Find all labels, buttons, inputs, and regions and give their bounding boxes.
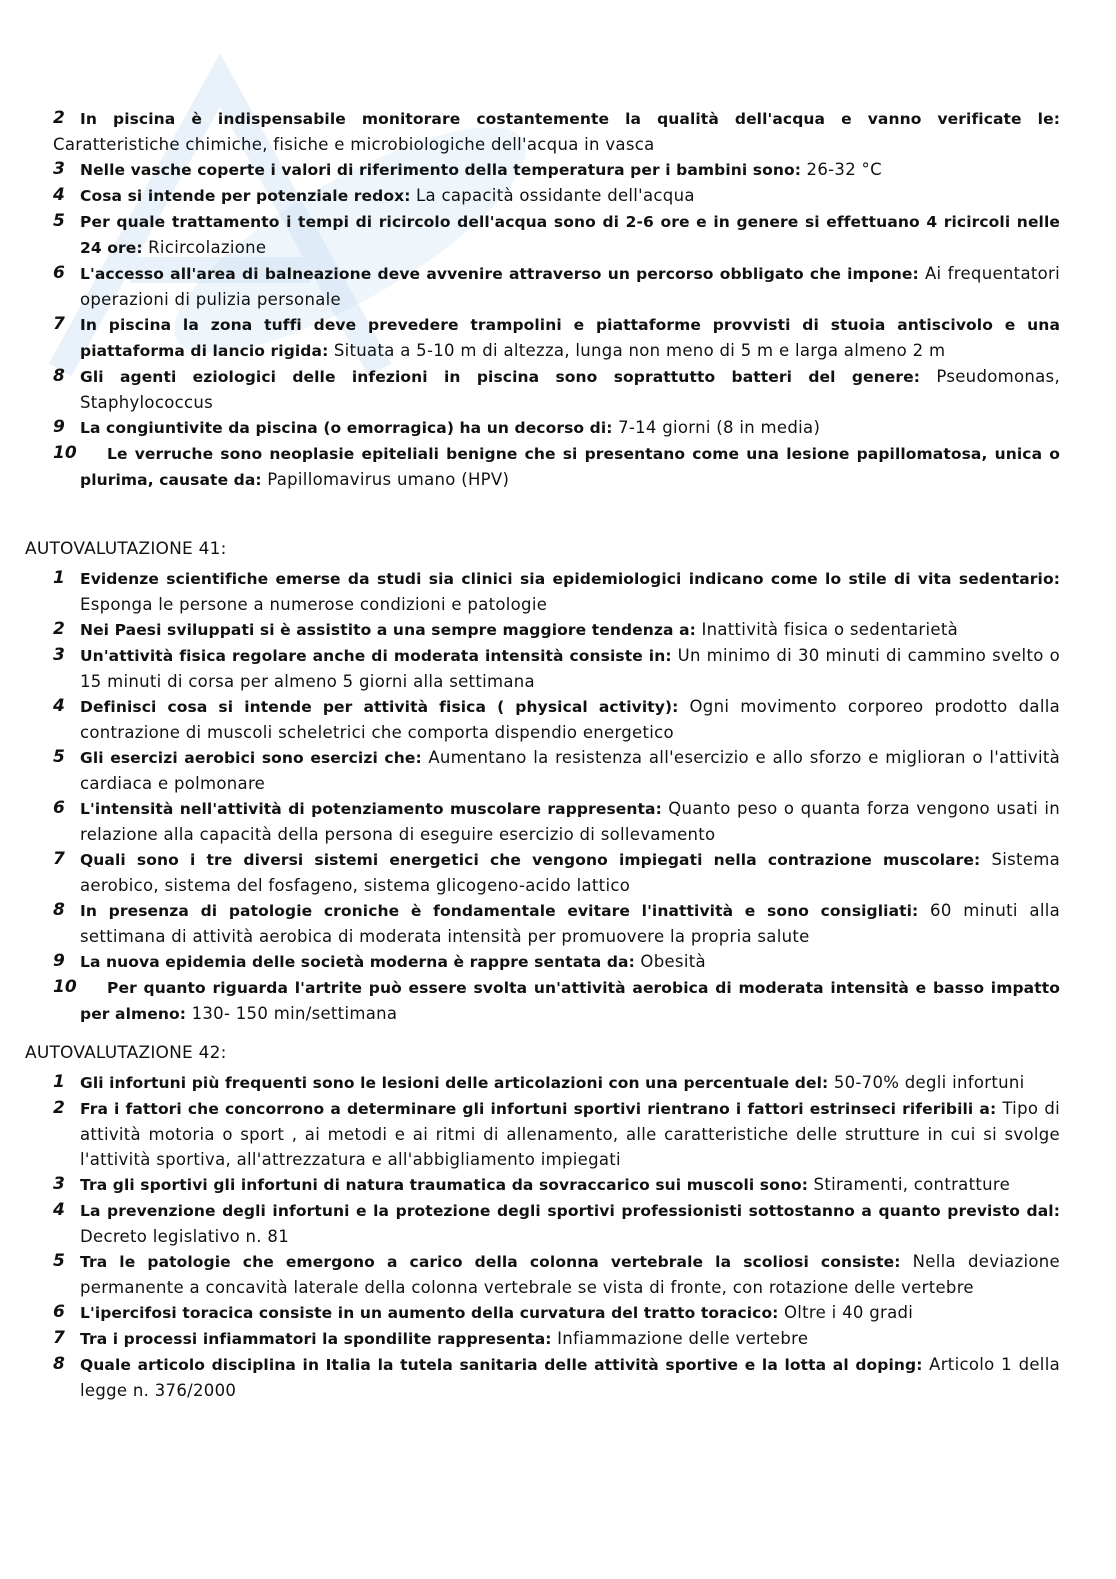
item-number: 8: [53, 366, 65, 386]
question-text: L'ipercifosi toracica consiste in un aumento della curvatura del tratto toracico:: [80, 1304, 784, 1322]
question-text: Gli infortuni più frequenti sono le lesioni delle articolazioni con una percentuale del:: [80, 1074, 834, 1092]
answer-text: Un minimo di 30 minuti di cammino svelto o 15 minuti di corsa per almeno 5 giorni alla settimana: [80, 646, 1060, 691]
list-item: [0, 643, 1116, 694]
item-number: 4: [53, 696, 65, 716]
item-number: 4: [53, 185, 65, 205]
answer-text: Papillomavirus umano (HPV): [267, 470, 510, 489]
list-item: [0, 566, 1116, 617]
question-text: La congiuntivite da piscina (o emorragica) ha un decorso di:: [80, 419, 619, 437]
item-number: 10: [53, 443, 77, 463]
answer-text: Infiammazione delle vertebre: [557, 1329, 809, 1348]
list-item: [0, 949, 1116, 975]
list-item: [0, 1300, 1116, 1326]
autovalutazione-41-section: [0, 538, 1116, 1027]
item-number: 1: [53, 568, 65, 588]
item-number: 6: [53, 798, 65, 818]
question-text: Tra le patologie che emergono a carico della colonna vertebrale la scoliosi consiste:: [80, 1253, 913, 1271]
list-item: [0, 1096, 1116, 1172]
list-item: [0, 1070, 1116, 1096]
answer-text: La capacità ossidante dell'acqua: [416, 186, 695, 205]
question-text: Per quale trattamento i tempi di ricircolo dell'acqua sono di 2-6 ore e in genere si effettuano 4 ricircoli nelle 24 ore:: [80, 213, 1060, 257]
question-text: Nelle vasche coperte i valori di riferimento della temperatura per i bambini sono:: [80, 161, 807, 179]
list-item: [0, 106, 1116, 157]
question-text: La prevenzione degli infortuni e la protezione degli sportivi professionisti sottostanno a quanto previsto dal:: [80, 1202, 1060, 1220]
answer-text: 26-32 °C: [806, 160, 882, 179]
item-number: 5: [53, 1251, 65, 1271]
question-text: L'intensità nell'attività di potenziamento muscolare rappresenta:: [80, 800, 669, 818]
list-item: [0, 745, 1116, 796]
item-number: 8: [53, 900, 65, 920]
answer-text: 7-14 giorni (8 in media): [618, 418, 821, 437]
item-number: 2: [53, 619, 65, 639]
item-number: 6: [53, 263, 65, 283]
item-number: 3: [53, 159, 65, 179]
answer-text: 60 minuti alla settimana di attività aerobica di moderata intensità per promuovere la propria salute: [80, 901, 1061, 946]
answer-text: Inattività fisica o sedentarietà: [701, 620, 959, 639]
list-item: [0, 312, 1116, 364]
question-text: In presenza di patologie croniche è fondamentale evitare l'inattività e sono consigliati:: [80, 902, 931, 920]
list-item: [0, 209, 1116, 261]
item-number: 10: [53, 977, 77, 997]
item-number: 7: [53, 849, 65, 869]
item-number: 4: [53, 1200, 65, 1220]
question-text: Fra i fattori che concorrono a determinare gli infortuni sportivi rientrano i fattori estrinseci riferibili a:: [80, 1100, 1003, 1118]
question-text: Gli agenti eziologici delle infezioni in piscina sono soprattutto batteri del genere:: [80, 368, 937, 386]
list-item: [0, 898, 1116, 949]
list-item: [0, 1172, 1116, 1198]
autovalutazione-41-list: [0, 566, 1116, 1027]
answer-text: Esponga le persone a numerose condizioni e patologie: [80, 595, 548, 614]
list-item: [0, 364, 1116, 415]
answer-text: Obesità: [640, 952, 706, 971]
intro-list: [0, 106, 1116, 493]
item-number: 2: [53, 108, 65, 128]
answer-text: Articolo 1 della legge n. 376/2000: [80, 1355, 1060, 1400]
item-number: 9: [53, 951, 65, 971]
item-number: 9: [53, 417, 65, 437]
intro-section: [0, 106, 1116, 493]
list-item: [0, 441, 1116, 493]
answer-text: Caratteristiche chimiche, fisiche e microbiologiche dell'acqua in vasca: [53, 135, 655, 154]
question-text: Tra i processi infiammatori la spondilite rappresenta:: [80, 1330, 558, 1348]
question-text: Gli esercizi aerobici sono esercizi che:: [80, 749, 429, 767]
list-item: [0, 617, 1116, 643]
list-item: [0, 415, 1116, 441]
list-item: [0, 1198, 1116, 1249]
question-text: Le verruche sono neoplasie epiteliali benigne che si presentano come una lesione papillomatosa, unica o plurima, causate da:: [80, 445, 1060, 489]
list-item: [0, 1326, 1116, 1352]
autovalutazione-42-list: [0, 1070, 1116, 1403]
question-text: Definisci cosa si intende per attività fisica ( physical activity):: [80, 698, 690, 716]
question-text: Per quanto riguarda l'artrite può essere svolta un'attività aerobica di moderata intensità e basso impatto per almeno:: [80, 979, 1060, 1023]
question-text: Tra gli sportivi gli infortuni di natura traumatica da sovraccarico sui muscoli sono:: [80, 1176, 814, 1194]
section-heading: AUTOVALUTAZIONE 42:: [25, 1043, 227, 1063]
question-text: Un'attività fisica regolare anche di moderata intensità consiste in:: [80, 647, 678, 665]
list-item: [0, 1352, 1116, 1403]
question-text: Nei Paesi sviluppati si è assistito a una sempre maggiore tendenza a:: [80, 621, 702, 639]
question-text: In piscina è indispensabile monitorare costantemente la qualità dell'acqua e vanno verificate le:: [80, 110, 1060, 128]
question-text: Cosa si intende per potenziale redox:: [80, 187, 417, 205]
item-number: 8: [53, 1354, 65, 1374]
list-item: [0, 261, 1116, 312]
list-item: [0, 847, 1116, 898]
answer-text: Ai frequentatori operazioni di pulizia personale: [80, 264, 1060, 309]
answer-text: Stiramenti, contratture: [813, 1175, 1011, 1194]
question-text: In piscina la zona tuffi deve prevedere trampolini e piattaforme provvisti di stuoia antiscivolo e una piattaforma di lancio rigida:: [80, 316, 1060, 360]
answer-text: Quanto peso o quanta forza vengono usati in relazione alla capacità della persona di eseguire esercizio di sollevamento: [80, 799, 1060, 844]
item-number: 3: [53, 645, 65, 665]
list-item: [0, 157, 1116, 183]
item-number: 7: [53, 314, 65, 334]
list-item: [0, 694, 1116, 745]
item-number: 6: [53, 1302, 65, 1322]
question-text: Quale articolo disciplina in Italia la tutela sanitaria delle attività sportive e la lotta al doping:: [80, 1356, 930, 1374]
answer-text: Pseudomonas, Staphylococcus: [80, 367, 1060, 412]
section-heading: AUTOVALUTAZIONE 41:: [25, 539, 227, 559]
item-number: 3: [53, 1174, 65, 1194]
answer-text: Situata a 5-10 m di altezza, lunga non meno di 5 m e larga almeno 2 m: [333, 341, 946, 360]
item-number: 2: [53, 1098, 65, 1118]
item-number: 5: [53, 211, 65, 231]
item-number: 1: [53, 1072, 65, 1092]
answer-text: Ogni movimento corporeo prodotto dalla contrazione di muscoli scheletrici che comporta dispendio energetico: [80, 697, 1061, 742]
item-number: 7: [53, 1328, 65, 1348]
list-item: [0, 975, 1116, 1027]
question-text: La nuova epidemia delle società moderna è rappre sentata da:: [80, 953, 641, 971]
question-text: L'accesso all'area di balneazione deve avvenire attraverso un percorso obbligato che impone:: [80, 265, 925, 283]
answer-text: Sistema aerobico, sistema del fosfageno, sistema glicogeno-acido lattico: [80, 850, 1060, 895]
list-item: [0, 183, 1116, 209]
item-number: 5: [53, 747, 65, 767]
answer-text: Decreto legislativo n. 81: [80, 1227, 289, 1246]
answer-text: Ricircolazione: [148, 238, 267, 257]
answer-text: 50-70% degli infortuni: [833, 1073, 1025, 1092]
autovalutazione-42-section: [0, 1042, 1116, 1403]
answer-text: Oltre i 40 gradi: [783, 1303, 914, 1322]
question-text: Evidenze scientifiche emerse da studi sia clinici sia epidemiologici indicano come lo stile di vita sedentario:: [80, 570, 1060, 588]
answer-text: 130- 150 min/settimana: [191, 1004, 398, 1023]
answer-text: Nella deviazione permanente a concavità laterale della colonna vertebrale se vista di fronte, con rotazione delle vertebre: [80, 1252, 1061, 1297]
list-item: [0, 796, 1116, 847]
answer-text: Tipo di attività motoria o sport , ai metodi e ai ritmi di allenamento, alle caratteristiche delle strutture in cui si svolge l'attività sportiva, all'attrezzatura e all'abbigliamento impiegati: [80, 1099, 1060, 1169]
question-text: Quali sono i tre diversi sistemi energetici che vengono impiegati nella contrazione muscolare:: [80, 851, 992, 869]
list-item: [0, 1249, 1116, 1300]
answer-text: Aumentano la resistenza all'esercizio e allo sforzo e miglioran o l'attività cardiaca e polmonare: [80, 748, 1061, 793]
